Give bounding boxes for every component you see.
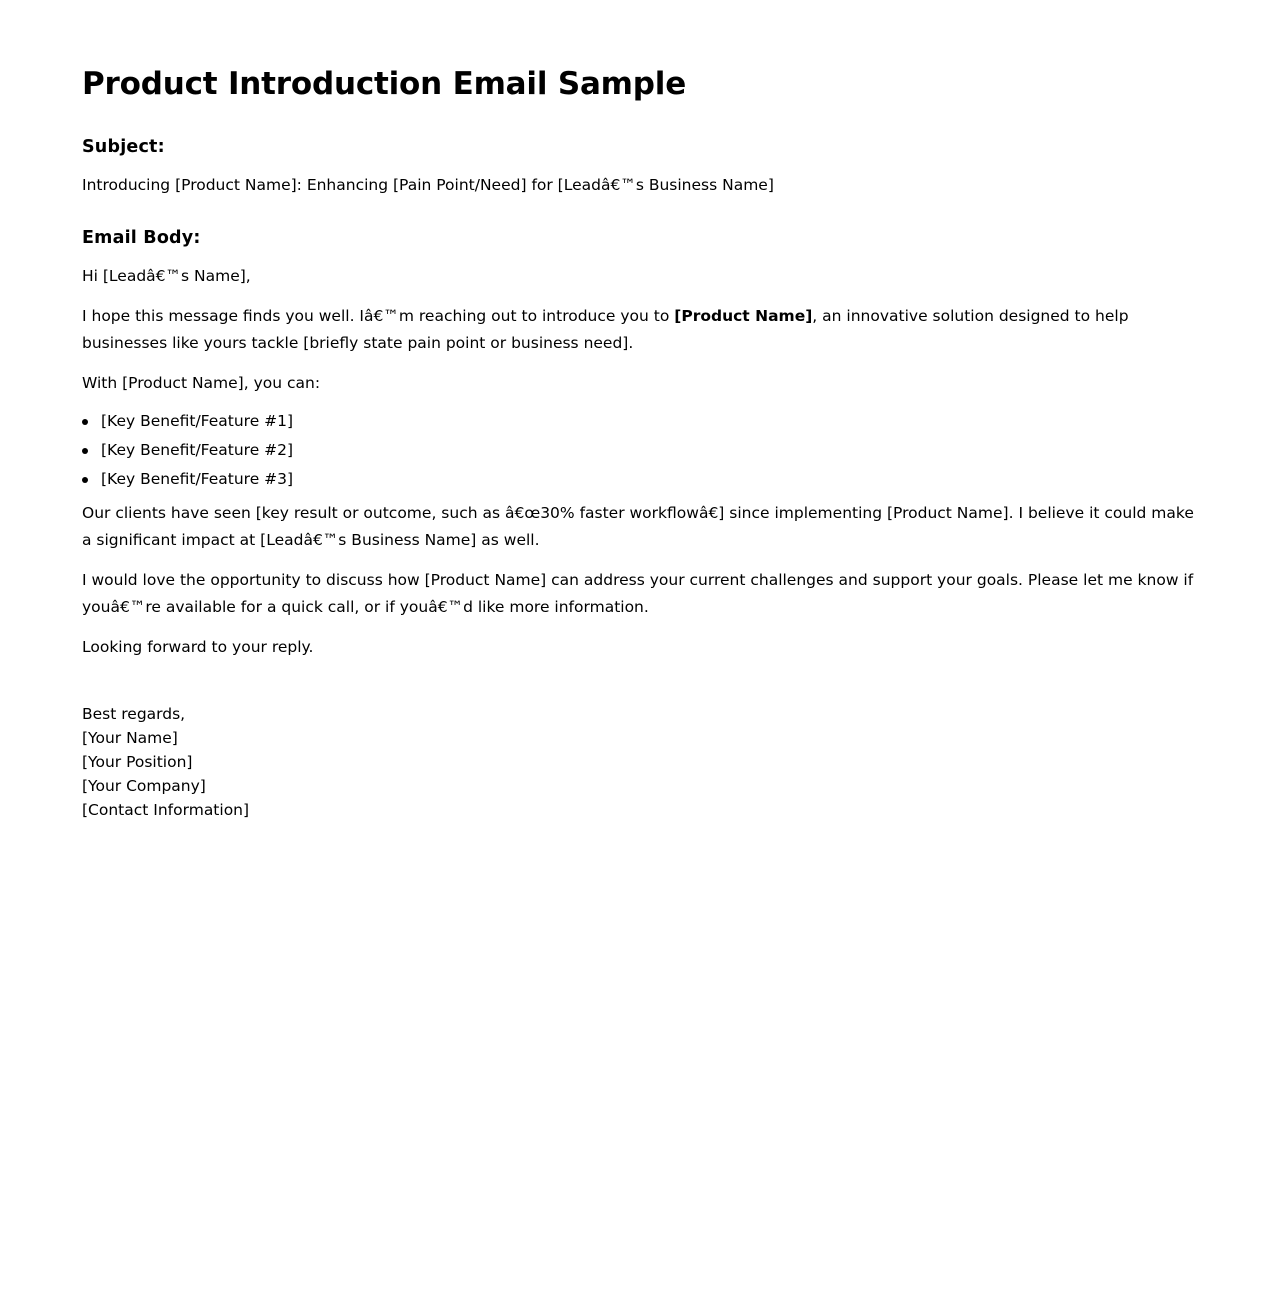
benefit-item-3: [Key Benefit/Feature #3] bbox=[101, 465, 1196, 494]
closing-line: Looking forward to your reply. bbox=[82, 638, 314, 656]
signature-company: [Your Company] bbox=[82, 777, 206, 795]
email-body-heading: Email Body: bbox=[82, 228, 201, 248]
benefit-item-2: [Key Benefit/Feature #2] bbox=[101, 436, 1196, 465]
page-title: Product Introduction Email Sample bbox=[82, 66, 687, 102]
intro-paragraph bbox=[82, 303, 1196, 357]
intro-text-start: I hope this message finds you well. Iâ€™m reaching out to introduce you to bbox=[82, 307, 675, 325]
subject-heading: Subject: bbox=[82, 137, 165, 157]
signature-position: [Your Position] bbox=[82, 753, 193, 771]
sign-off: Best regards, bbox=[82, 705, 186, 723]
intro-text-end: , an innovative solution designed to help businesses like yours tackle [briefly state pain point or business need]. bbox=[82, 307, 1129, 352]
product-name-bold: [Product Name] bbox=[674, 307, 813, 325]
subject-text: Introducing [Product Name]: Enhancing [Pain Point/Need] for [Leadâ€™s Business Name] bbox=[82, 176, 774, 194]
clients-paragraph: Our clients have seen [key result or outcome, such as â€œ30% faster workflowâ€] since implementing [Product Name]. I believe it could make a significant impact at [Leadâ€™s Business Name] as well. bbox=[82, 504, 1194, 549]
benefit-item-1: [Key Benefit/Feature #1] bbox=[101, 407, 1196, 436]
signature-contact: [Contact Information] bbox=[82, 801, 250, 819]
opportunity-paragraph: I would love the opportunity to discuss how [Product Name] can address your current challenges and support your goals. Please let me know if youâ€™re available for a quick call, or if youâ€™d like more information. bbox=[82, 571, 1194, 616]
signature-name: [Your Name] bbox=[82, 729, 178, 747]
with-product-line: With [Product Name], you can: bbox=[82, 374, 321, 392]
signature-block bbox=[82, 702, 1196, 822]
benefits-list bbox=[82, 407, 1196, 494]
greeting: Hi [Leadâ€™s Name], bbox=[82, 267, 251, 285]
